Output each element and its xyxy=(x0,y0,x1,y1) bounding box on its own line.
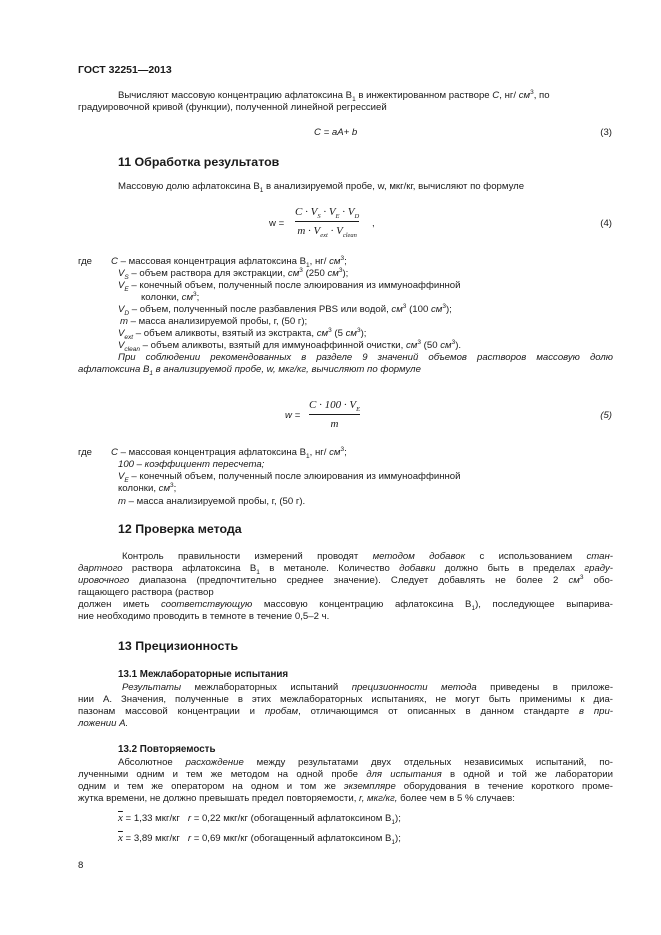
section-13-2-title: 13.2 Повторяемость xyxy=(118,744,216,755)
definition-c: С – массовая концентрация афлатоксина $B_1$, нг/ $см^3$; xyxy=(111,254,347,269)
section-13-title: 13 Прецизионность xyxy=(118,639,239,653)
section-12-line-2: дартного раствора афлатоксина $B_1$ в метаноле. Количество добавки должно быть в пределах граду- xyxy=(78,563,613,576)
definition2-m: m – масса анализируемой пробы, г, (50 г). xyxy=(118,496,306,507)
section-13-1-line-4: ложении А. xyxy=(78,718,129,729)
definition-vclean: $V_{clean}$ – объем аликвоты, взятый для иммуноаффинной очистки, $см^3$ (50 $см^3$). xyxy=(118,338,462,353)
equation-5-number: (5) xyxy=(600,410,612,421)
where-label: где xyxy=(78,256,93,267)
equation-4-lhs: w = xyxy=(269,218,285,229)
document-code: ГОСТ 32251—2013 xyxy=(78,64,172,76)
definition2-c: С – массовая концентрация афлатоксина $B_1$, нг/ $см^3$; xyxy=(111,445,347,460)
equation-4-comma: , xyxy=(372,218,375,229)
recommendation-line-1: При соблюдении рекомендованных в разделе 9 значений объемов растворов массовую долю xyxy=(118,352,613,363)
definition-m: m – масса анализируемой пробы, г, (50 г); xyxy=(120,316,308,327)
section-13-2-line-2: лученными одним и тем же методом на одной пробе для испытания в одной и той же лаборатории xyxy=(78,769,613,780)
definition2-coefficient: 100 – коэффициент пересчета; xyxy=(118,459,265,470)
definition-vd: $V_D$ – объем, полученный после разбавления PBS или водой, $см^3$ (100 $см^3$); xyxy=(118,302,452,317)
definition-vext: $V_{ext}$ – объем аликвоты, взятый из экстракта, $см^3$ (5 $см^3$); xyxy=(118,326,367,341)
page-number: 8 xyxy=(78,860,84,871)
section-12-line-1: Контроль правильности измерений проводят методом добавок с использованием стан- xyxy=(122,551,613,562)
definition2-ve-cont: колонки, $см^3$; xyxy=(118,481,177,494)
section-13-2-line-1: Абсолютное расхождение между результатами двух отдельных независимых испытаний, по- xyxy=(118,757,613,768)
definition-ve: $V_E$ – конечный объем, полученный после элюирования из иммуноаффинной xyxy=(118,280,461,293)
repeatability-item-1: $\overline{x} = 1,33$ мкг/кг r = 0,22 мкг/кг (обогащенный афлатоксином $B_1$); xyxy=(118,812,401,826)
equation-4-fraction: $C \cdot V_S \cdot V_E \cdot V_D$ $m \cdot V_{ext} \cdot V_{clean}$ xyxy=(295,206,360,240)
equation-5-fraction: $C \cdot 100 \cdot V_E$ m xyxy=(309,399,361,430)
repeatability-item-2: $\overline{x} = 3,89$ мкг/кг r = 0,69 мкг/кг (обогащенный афлатоксином $B_1$); xyxy=(118,832,401,846)
definition-vs: $V_S$ – объем раствора для экстракции, $см^3$ (250 $см^3$); xyxy=(118,266,349,281)
section-13-2-line-3: одним и тем же оператором на одном и том же экземпляре оборудования в течение короткого проме- xyxy=(78,781,613,792)
equation-3: C = aA+ b xyxy=(314,127,358,138)
section-13-1-line-1: Результаты межлабораторных испытаний прецизионности метода приведены в приложе- xyxy=(122,682,614,693)
intro-line-1: Вычисляют массовую концентрацию афлатоксина $B_1$ в инжектированном растворе С, нг/ $см^3$, по xyxy=(118,88,550,103)
section-12-line-4: гащающего раствора (раствор xyxy=(78,587,214,598)
where-label-2: где xyxy=(78,447,93,458)
section-12-line-3: ировочного диапазона (предпочтительно среднее значение). Следует добавлять не более 2 $см^3$ обо- xyxy=(78,573,614,586)
section-12-title: 12 Проверка метода xyxy=(118,522,242,536)
section-13-1-title: 13.1 Межлабораторные испытания xyxy=(118,669,289,680)
section-11-title: 11 Обработка результатов xyxy=(118,155,280,169)
section-12-line-5: должен иметь соответствующую массовую концентрацию афлатоксина $B_1$), последующее выпарива- xyxy=(78,599,613,612)
section-11-paragraph: Массовую долю афлатоксина $B_1$ в анализируемой пробе, w, мкг/кг, вычисляют по формуле xyxy=(118,181,525,194)
intro-line-2: градуировочной кривой (функции), полученной линейной регрессией xyxy=(78,102,387,113)
equation-5-lhs: w = xyxy=(285,410,301,421)
section-13-1-line-3: пазонам массовой концентрации и пробам, отличающимся от описанных в данном стандарте в при- xyxy=(78,706,613,717)
equation-4-number: (4) xyxy=(600,218,612,229)
section-12-line-6: ние необходимо проводить в темноте в течение 0,5–2 ч. xyxy=(78,611,330,622)
recommendation-line-2: афлатоксина $B_1$ в анализируемой пробе, w, мкг/кг, вычисляют по формуле xyxy=(78,364,421,377)
definition2-ve: $V_E$ – конечный объем, полученный после элюирования из иммуноаффинной xyxy=(118,471,461,484)
definition-ve-cont: колонки, $см^3$; xyxy=(141,290,200,303)
equation-3-number: (3) xyxy=(600,127,612,138)
section-13-1-line-2: нии А. Значения, полученные в этих межлабораторных испытаниях, не могут быть применимы к диа- xyxy=(78,694,613,705)
section-13-2-line-4: жутка времени, не должно превышать предел повторяемости, r, мкг/кг, более чем в 5 % случаев: xyxy=(78,793,515,804)
